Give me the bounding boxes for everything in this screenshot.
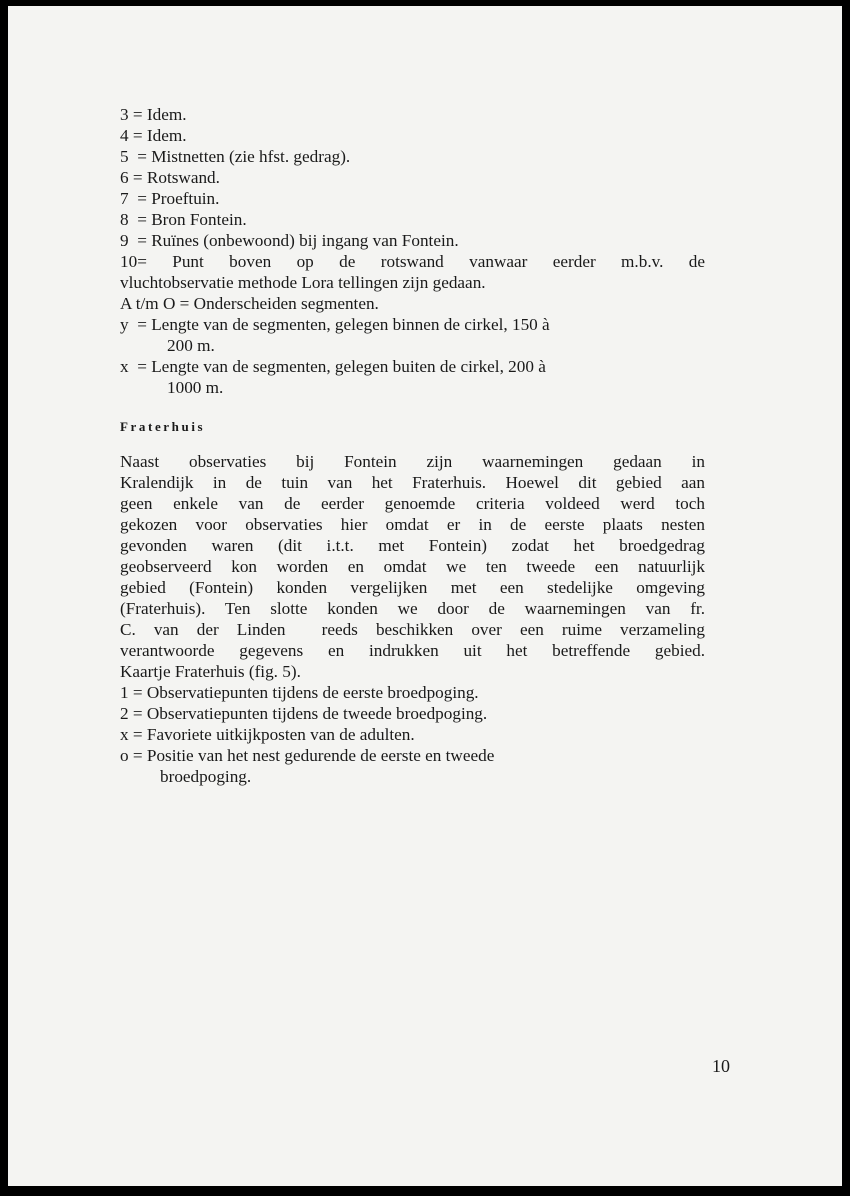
legend-fontein	[120, 104, 705, 251]
legend-item-x	[120, 356, 705, 398]
legend-separator: =	[128, 231, 152, 250]
legend-separator: =	[128, 105, 147, 124]
legend-10-line: vluchtobservatie methode Lora tellingen zijn gedaan.	[120, 273, 486, 292]
legend-text-continued: 200 m.	[167, 336, 215, 355]
legend-item	[120, 209, 705, 230]
legend-item	[120, 188, 705, 209]
legend-10-line: 10= Punt boven op de rotswand vanwaar eerder m.b.v. de	[120, 252, 705, 271]
legend-text: Mistnetten (zie hfst. gedrag).	[151, 147, 351, 166]
paragraph-line: Kralendijk in de tuin van het Fraterhuis. Hoewel dit gebied aan	[120, 473, 705, 492]
legend-separator: =	[128, 746, 147, 765]
legend-item	[120, 703, 705, 724]
legend-text: Proeftuin.	[151, 189, 220, 208]
legend-item	[120, 724, 705, 745]
legend-key: 2	[120, 704, 129, 723]
legend-separator: =	[128, 189, 152, 208]
legend-separator: =	[128, 725, 147, 744]
legend-segments: A t/m O = Onderscheiden segmenten.	[120, 294, 379, 313]
legend-item	[120, 745, 705, 766]
legend-text: Observatiepunten tijdens de eerste broedpoging.	[146, 683, 479, 702]
paragraph-line: Naast observaties bij Fontein zijn waarnemingen gedaan in	[120, 452, 705, 471]
page-number: 10	[712, 1056, 730, 1076]
paragraph-line: geobserveerd kon worden en omdat we ten tweede een natuurlijk	[120, 557, 705, 576]
paragraph-line: (Fraterhuis). Ten slotte konden we door de waarnemingen van fr.	[120, 599, 705, 618]
legend-text: Favoriete uitkijkposten van de adulten.	[146, 725, 415, 744]
legend-separator: =	[128, 683, 147, 702]
legend-text: Lengte van de segmenten, gelegen buiten de cirkel, 200 à	[151, 357, 546, 376]
paragraph-line: gevonden waren (dit i.t.t. met Fontein) zodat het broedgedrag	[120, 536, 705, 555]
legend-separator: =	[128, 168, 147, 187]
legend-text: Rotswand.	[146, 168, 220, 187]
page-content	[120, 104, 705, 787]
legend-key: 8	[120, 210, 129, 229]
legend-text: Positie van het nest gedurende de eerste en tweede	[146, 746, 495, 765]
legend-text: Bron Fontein.	[151, 210, 247, 229]
legend-item-y	[120, 314, 705, 356]
legend-key: 1	[120, 683, 129, 702]
legend-key: o	[120, 746, 129, 765]
legend-key: 3	[120, 105, 129, 124]
legend-item	[120, 125, 705, 146]
body-paragraph	[120, 451, 705, 682]
legend-item	[120, 167, 705, 188]
legend-separator: =	[128, 704, 147, 723]
legend-fraterhuis	[120, 682, 705, 787]
legend-key: y	[120, 315, 129, 334]
paragraph-line: gekozen voor observaties hier omdat er in de eerste plaats nesten	[120, 515, 705, 534]
legend-item	[120, 682, 705, 703]
legend-text-continued: 1000 m.	[167, 378, 224, 397]
legend-key: 4	[120, 126, 129, 145]
paragraph-line: gebied (Fontein) konden vergelijken met een stedelijke omgeving	[120, 578, 705, 597]
section-heading: Fraterhuis	[120, 419, 206, 434]
legend-item-10	[120, 251, 705, 293]
paragraph-line: verantwoorde gegevens en indrukken uit het betreffende gebied.	[120, 641, 705, 660]
legend-key: x	[120, 357, 129, 376]
legend-key: 9	[120, 231, 129, 250]
legend-key: 7	[120, 189, 129, 208]
legend-text: Idem.	[146, 105, 187, 124]
paragraph-line: geen enkele van de eerder genoemde criteria voldeed werd toch	[120, 494, 705, 513]
legend-item	[120, 230, 705, 251]
legend-separator: =	[128, 315, 152, 334]
legend-text-continued: broedpoging.	[160, 767, 252, 786]
paragraph-line: C. van der Linden reeds beschikken over een ruime verzameling	[120, 620, 705, 639]
legend-key: 6	[120, 168, 129, 187]
legend-text: Lengte van de segmenten, gelegen binnen de cirkel, 150 à	[151, 315, 550, 334]
legend-key: 5	[120, 147, 129, 166]
legend-separator: =	[128, 357, 152, 376]
paragraph-line: Kaartje Fraterhuis (fig. 5).	[120, 662, 301, 681]
legend-separator: =	[128, 210, 152, 229]
legend-separator: =	[128, 126, 147, 145]
legend-text: Observatiepunten tijdens de tweede broedpoging.	[146, 704, 488, 723]
legend-item	[120, 146, 705, 167]
legend-item	[120, 104, 705, 125]
legend-key: x	[120, 725, 129, 744]
legend-text: Ruïnes (onbewoond) bij ingang van Fontein.	[151, 231, 459, 250]
legend-text: Idem.	[146, 126, 187, 145]
legend-separator: =	[128, 147, 152, 166]
